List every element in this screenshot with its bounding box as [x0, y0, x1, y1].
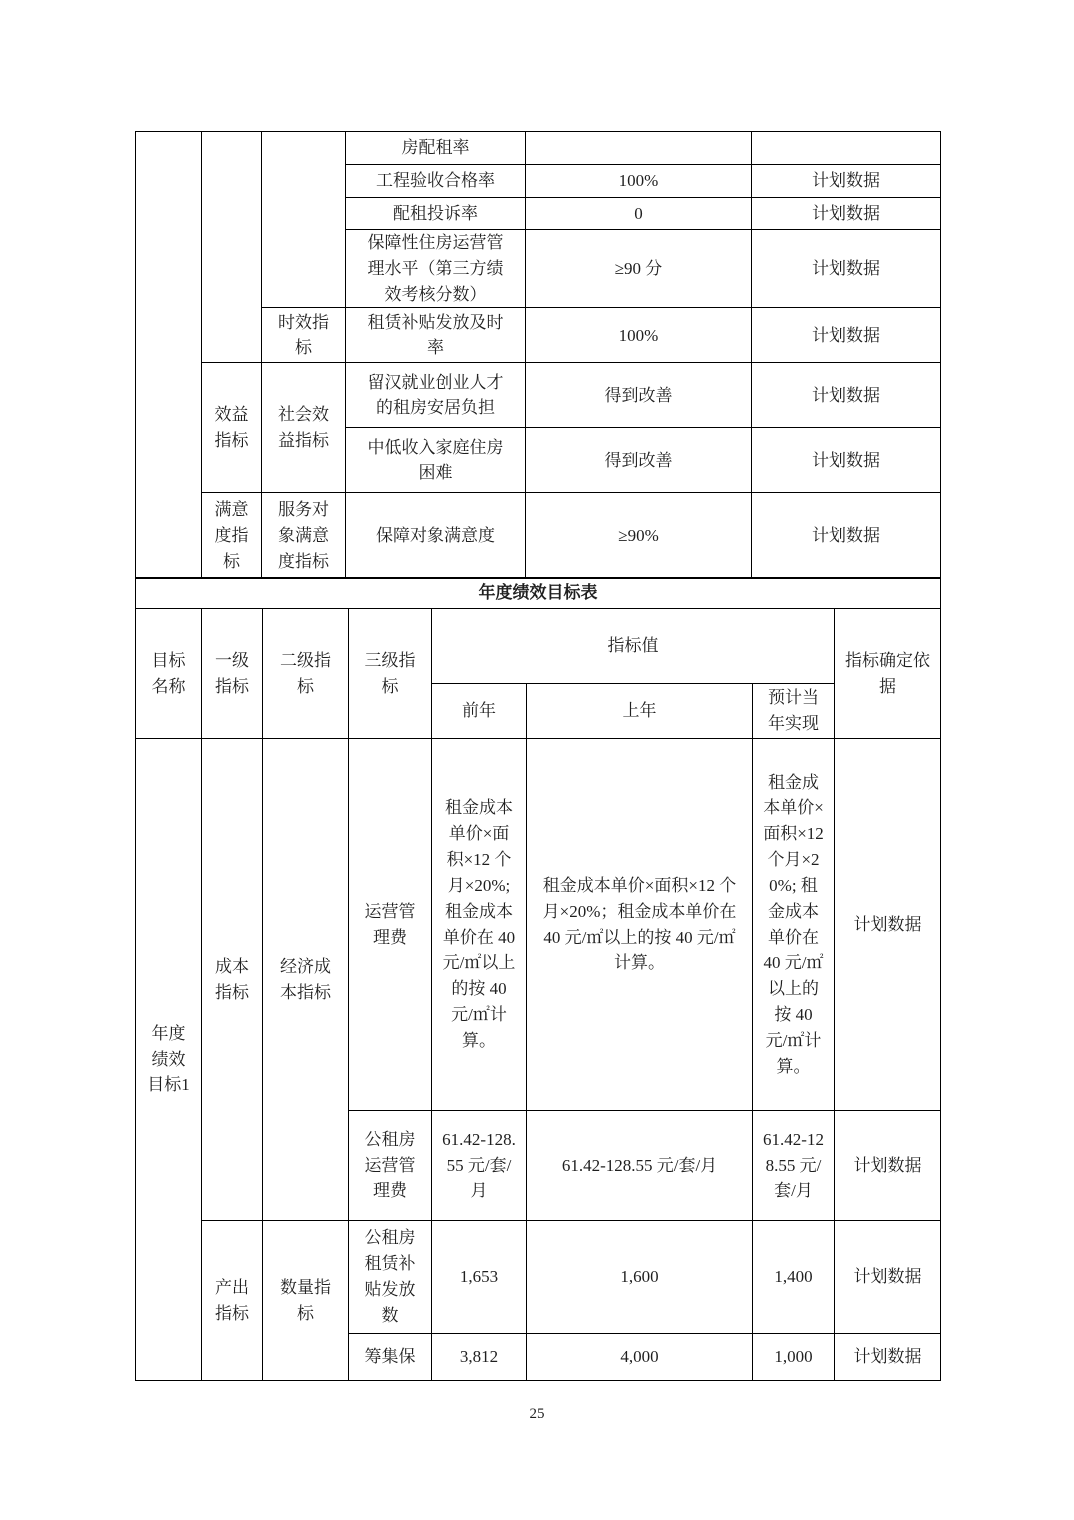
level2-cell: 经济成本指标	[263, 739, 349, 1221]
level1-cell: 效益指标	[202, 363, 262, 493]
indicator-cell: 中低收入家庭住房困难	[346, 428, 526, 493]
level1-cell: 满意度指标	[202, 493, 262, 579]
prev-year2-value-cell: 3,812	[432, 1334, 527, 1381]
prev-year1-value-cell: 1,600	[527, 1221, 753, 1334]
source-cell: 计划数据	[752, 230, 941, 308]
value-cell: ≥90 分	[526, 230, 752, 308]
goal-name-cell: 年度绩效目标1	[136, 739, 202, 1381]
header-basis: 指标确定依据	[835, 609, 941, 739]
basis-cell: 计划数据	[835, 1111, 941, 1221]
source-cell: 计划数据	[752, 428, 941, 493]
table-row	[136, 609, 941, 684]
header-prev-year2: 前年	[432, 684, 527, 739]
prev-year2-value-cell: 61.42-128.55 元/套/月	[432, 1111, 527, 1221]
table-row	[136, 363, 941, 428]
header-current-year: 预计当年实现	[753, 684, 835, 739]
prev-year2-value-cell: 1,653	[432, 1221, 527, 1334]
level3-cell: 筹集保	[349, 1334, 432, 1381]
level2-cell: 时效指标	[262, 308, 346, 363]
table-row	[136, 132, 941, 165]
prev-year1-value-cell: 租金成本单价×面积×12 个月×20%；租金成本单价在 40 元/㎡以上的按 40 元/㎡计算。	[527, 739, 753, 1111]
level1-cell: 成本指标	[202, 739, 263, 1221]
value-cell: 得到改善	[526, 428, 752, 493]
indicator-table-continued	[135, 131, 941, 579]
indicator-cell: 租赁补贴发放及时率	[346, 308, 526, 363]
indicator-cell: 配租投诉率	[346, 198, 526, 230]
current-year-value-cell: 61.42-128.55 元/套/月	[753, 1111, 835, 1221]
table-title: 年度绩效目标表	[136, 578, 941, 609]
level3-cell: 公租房运营管理费	[349, 1111, 432, 1221]
indicator-cell: 工程验收合格率	[346, 165, 526, 198]
source-cell	[752, 132, 941, 165]
source-cell: 计划数据	[752, 198, 941, 230]
page-number: 25	[529, 1406, 545, 1422]
goal-name-cell-empty	[136, 132, 202, 579]
indicator-cell: 保障对象满意度	[346, 493, 526, 579]
header-prev-year1: 上年	[527, 684, 753, 739]
level3-cell: 公租房租赁补贴发放数	[349, 1221, 432, 1334]
basis-cell: 计划数据	[835, 739, 941, 1111]
header-indicator-value: 指标值	[432, 609, 835, 684]
indicator-cell: 房配租率	[346, 132, 526, 165]
value-cell: 得到改善	[526, 363, 752, 428]
level2-cell: 数量指标	[263, 1221, 349, 1381]
level2-cell: 社会效益指标	[262, 363, 346, 493]
value-cell	[526, 132, 752, 165]
level2-cell: 服务对象满意度指标	[262, 493, 346, 579]
indicator-cell: 保障性住房运营管理水平（第三方绩效考核分数）	[346, 230, 526, 308]
prev-year2-value-cell: 租金成本单价×面积×12 个月×20%;租金成本单价在 40 元/㎡以上的按 40 元/㎡计算。	[432, 739, 527, 1111]
source-cell: 计划数据	[752, 308, 941, 363]
prev-year1-value-cell: 61.42-128.55 元/套/月	[527, 1111, 753, 1221]
prev-year1-value-cell: 4,000	[527, 1334, 753, 1381]
table-row	[136, 578, 941, 609]
level3-cell: 运营管理费	[349, 739, 432, 1111]
source-cell: 计划数据	[752, 363, 941, 428]
source-cell: 计划数据	[752, 165, 941, 198]
value-cell: ≥90%	[526, 493, 752, 579]
level1-cell-empty	[202, 132, 262, 363]
table-row	[136, 1221, 941, 1334]
source-cell: 计划数据	[752, 493, 941, 579]
current-year-value-cell: 租金成本单价×面积×12 个月×20%; 租金成本单价在 40 元/㎡以上的按 40 元/㎡计算。	[753, 739, 835, 1111]
indicator-cell: 留汉就业创业人才的租房安居负担	[346, 363, 526, 428]
value-cell: 0	[526, 198, 752, 230]
level2-cell-empty	[262, 132, 346, 308]
current-year-value-cell: 1,000	[753, 1334, 835, 1381]
basis-cell: 计划数据	[835, 1221, 941, 1334]
header-goal-name: 目标名称	[136, 609, 202, 739]
value-cell: 100%	[526, 308, 752, 363]
basis-cell: 计划数据	[835, 1334, 941, 1381]
current-year-value-cell: 1,400	[753, 1221, 835, 1334]
header-level2: 二级指标	[263, 609, 349, 739]
level1-cell: 产出指标	[202, 1221, 263, 1381]
annual-goal-table	[135, 577, 941, 1381]
value-cell: 100%	[526, 165, 752, 198]
table-row	[136, 739, 941, 1111]
header-level3: 三级指标	[349, 609, 432, 739]
header-level1: 一级指标	[202, 609, 263, 739]
table-row	[136, 493, 941, 579]
